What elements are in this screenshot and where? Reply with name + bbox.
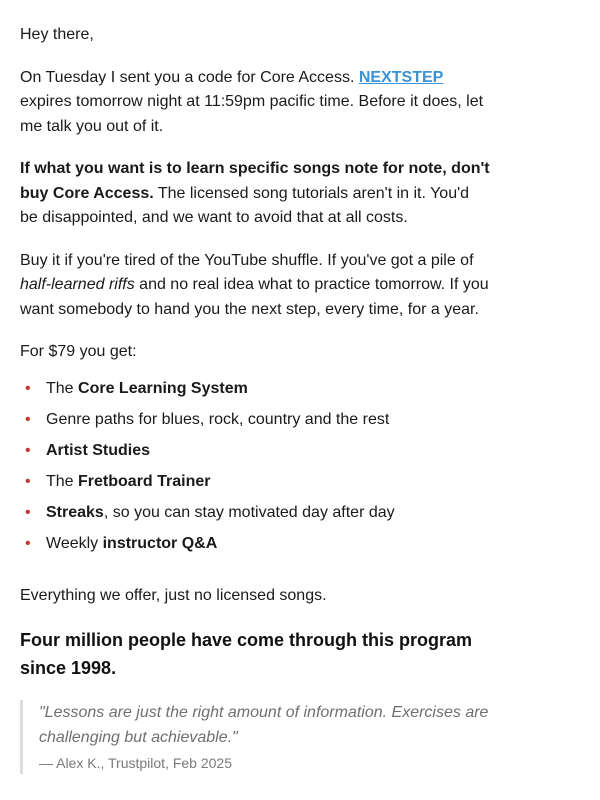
benefit-item <box>20 377 490 408</box>
benefit-prefix: Weekly <box>46 534 103 552</box>
promo-text-before: On Tuesday I sent you a code for Core Access. <box>20 68 359 86</box>
benefit-suffix: , so you can stay motivated day after day <box>103 503 395 521</box>
bullet-icon: • <box>25 472 31 490</box>
benefit-item <box>20 408 490 439</box>
testimonial-text: "Lessons are just the right amount of information. Exercises are challenging but achievable." <box>39 704 489 746</box>
testimonial-attribution: — Alex K., Trustpilot, Feb 2025 <box>39 755 232 771</box>
bullet-icon: • <box>25 410 31 428</box>
benefit-item <box>20 532 490 563</box>
promo-code-link[interactable]: NEXTSTEP <box>358 68 444 86</box>
disclaimer-paragraph <box>20 157 490 231</box>
price-intro: For $79 you get: <box>20 343 137 360</box>
bullet-icon: • <box>25 503 31 521</box>
benefit-item <box>20 439 490 470</box>
pitch-text-after: and no real idea what to practice tomorrow. If you want somebody to hand you the next step, every time, for a year. <box>20 276 489 318</box>
disclaimer-bold: If what you want is to learn specific songs note for note, don't buy Core Access. <box>20 160 490 202</box>
bullet-icon: • <box>25 379 31 397</box>
pitch-text-before: Buy it if you're tired of the YouTube shuffle. If you've got a pile of <box>20 251 474 269</box>
testimonial-quote <box>20 700 490 774</box>
bullet-icon: • <box>25 441 31 459</box>
promo-code-paragraph <box>20 66 490 140</box>
benefit-item <box>20 470 490 501</box>
pitch-italic: half-learned riffs <box>20 276 135 293</box>
benefit-bold: instructor Q&A <box>102 534 218 552</box>
benefit-prefix: Genre paths for blues, rock, country and the rest <box>46 410 390 428</box>
disclaimer-rest: The licensed song tutorials aren't in it. You'd be disappointed, and we want to avoid that at all costs. <box>20 184 470 226</box>
promo-text-after: expires tomorrow night at 11:59pm pacific time. Before it does, let me talk you out of it. <box>20 93 484 135</box>
everything-line: Everything we offer, just no licensed songs. <box>20 586 327 604</box>
benefits-list <box>20 377 490 563</box>
pitch-paragraph <box>20 249 490 323</box>
benefit-bold: Fretboard Trainer <box>78 472 211 490</box>
benefit-prefix: The <box>46 379 79 397</box>
social-proof-headline: Four million people have come through this program since 1998. <box>20 630 473 678</box>
benefit-prefix: The <box>46 472 79 490</box>
bullet-icon: • <box>25 534 31 552</box>
benefit-bold: Artist Studies <box>46 441 151 459</box>
benefit-item <box>20 501 490 532</box>
benefit-bold: Core Learning System <box>78 379 248 397</box>
greeting: Hey there, <box>20 26 94 43</box>
benefit-bold: Streaks <box>46 503 104 521</box>
